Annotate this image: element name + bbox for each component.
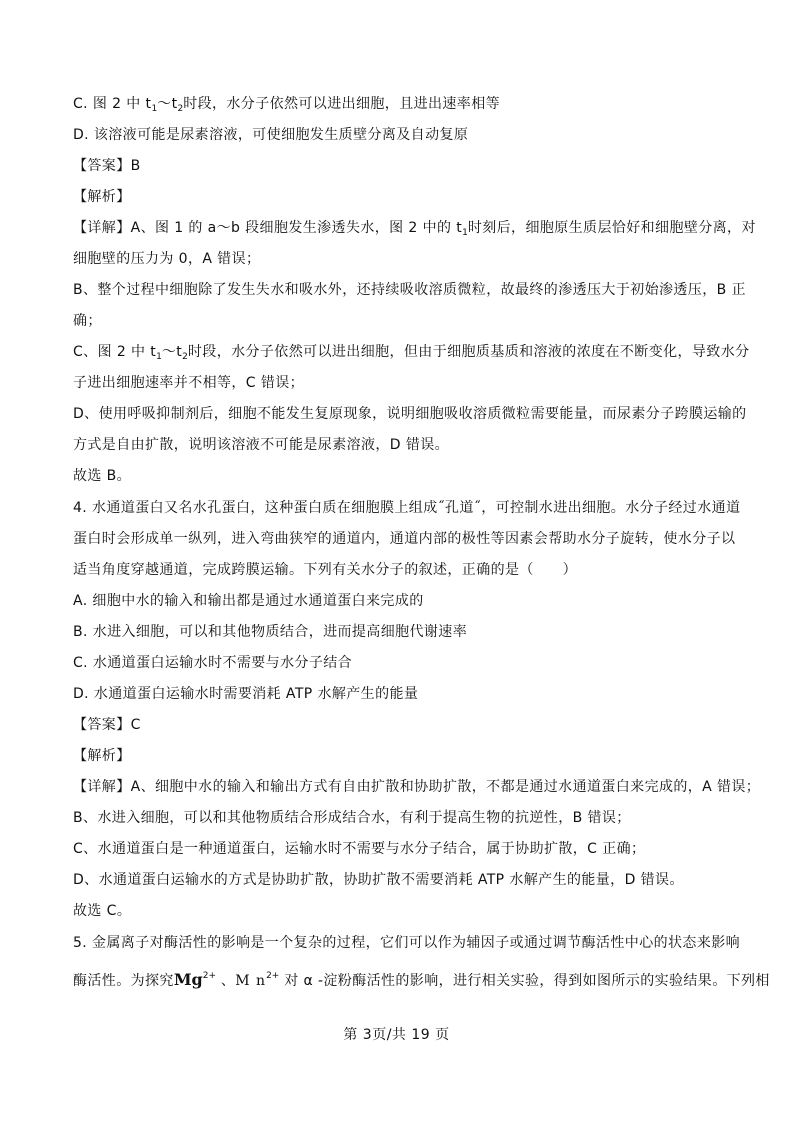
q4-answer: [73, 716, 141, 734]
q3-conclusion: 故选 B。: [73, 468, 132, 484]
q4-stem-1: 4. 水通道蛋白又名水孔蛋白，这种蛋白质在细胞膜上组成˝孔道˝，可控制水进出细胞。水分子经过水通道: [73, 500, 741, 516]
detail-tag: 【详解】: [73, 779, 131, 795]
q3-detail-5: C、图 2 中 $t_1\sim t_2$时段，水分子依然可以进出细胞，但由于细胞质基质和溶液的浓度在不断变化，导致水分: [73, 344, 750, 362]
q4-detail-2: B、水进入细胞，可以和其他物质结合形成结合水，有利于提高生物的抗逆性，B 错误；: [73, 810, 631, 826]
q3-option-d: D. 该溶液可能是尿素溶液，可使细胞发生质壁分离及自动复原: [73, 127, 469, 143]
q4-option-d: D. 水通道蛋白运输水时需要消耗 ATP 水解产生的能量: [73, 686, 419, 702]
q3-detail-3: B、整个过程中细胞除了发生失水和吸水外，还持续吸收溶质微粒，故最终的渗透压大于初始渗透压，B 正: [73, 282, 746, 298]
answer-tag: 【答案】: [73, 158, 131, 174]
mn-ion-formula: M n: [235, 973, 267, 989]
q3-detail-8: 方式是自由扩散，说明该溶液不可能是尿素溶液，D 错误。: [73, 437, 450, 453]
detail-tag: 【详解】: [73, 220, 131, 236]
q4-detail-1: 【详解】A、细胞中水的输入和输出方式有自由扩散和协助扩散，不都是通过水通道蛋白来完成的，A 错误；: [73, 779, 761, 795]
q3-option-c: C. 图 2 中 $t_1\sim t_2$时段，水分子依然可以进出细胞，且进出速率相等: [73, 96, 501, 114]
q3-analysis-tag: 【解析】: [73, 189, 131, 205]
q5-stem-2: 酶活性。为探究$Mg^{2+}$ 、M $n^{2+}$ 对 α -淀粉酶活性的影响，进行相关实验，得到如图所示的实验结果。下列相: [73, 970, 770, 989]
q5-stem-1: 5. 金属离子对酶活性的影响是一个复杂的过程，它们可以作为辅因子或通过调节酶活性中心的状态来影响: [73, 935, 741, 951]
page-number-footer: 第 3页/共 19 页: [343, 1027, 450, 1043]
q3-answer: [73, 157, 141, 175]
q3-detail-4: 确；: [73, 313, 102, 329]
q4-option-c: C. 水通道蛋白运输水时不需要与水分子结合: [73, 655, 353, 671]
answer-tag: 【答案】: [73, 717, 131, 733]
answer-value: C: [130, 717, 141, 733]
q3-detail-6: 子进出细胞速率并不相等，C 错误；: [73, 375, 305, 391]
q4-stem-3: 适当角度穿越通道，完成跨膜运输。下列有关水分子的叙述，正确的是（ ）: [73, 562, 577, 578]
q4-detail-3: C、水通道蛋白是一种通道蛋白，运输水时不需要与水分子结合，属于协助扩散，C 正确；: [73, 841, 646, 857]
q4-analysis-tag: 【解析】: [73, 748, 131, 764]
q4-option-a: A. 细胞中水的输入和输出都是通过水通道蛋白来完成的: [73, 593, 424, 609]
q4-conclusion: 故选 C。: [73, 903, 132, 919]
q4-stem-2: 蛋白时会形成单一纵列，进入弯曲狭窄的通道内，通道内部的极性等因素会帮助水分子旋转，使水分子以: [73, 531, 736, 547]
q3-detail-1: 【详解】A、图 1 的 a～b 段细胞发生渗透失水，图 2 中的 $t_1$时刻后，细胞原生质层恰好和细胞壁分离，对: [73, 220, 756, 238]
mg-ion-formula: Mg: [173, 970, 203, 989]
q3-detail-2: 细胞壁的压力为 0，A 错误；: [73, 251, 261, 267]
q4-option-b: B. 水进入细胞，可以和其他物质结合，进而提高细胞代谢速率: [73, 624, 468, 640]
answer-value: B: [130, 158, 141, 174]
q3-detail-7: D、使用呼吸抑制剂后，细胞不能发生复原现象，说明细胞吸收溶质微粒需要能量，而尿素分子跨膜运输的: [73, 406, 747, 422]
q4-detail-4: D、水通道蛋白运输水的方式是协助扩散，协助扩散不需要消耗 ATP 水解产生的能量，D 错误。: [73, 872, 684, 888]
